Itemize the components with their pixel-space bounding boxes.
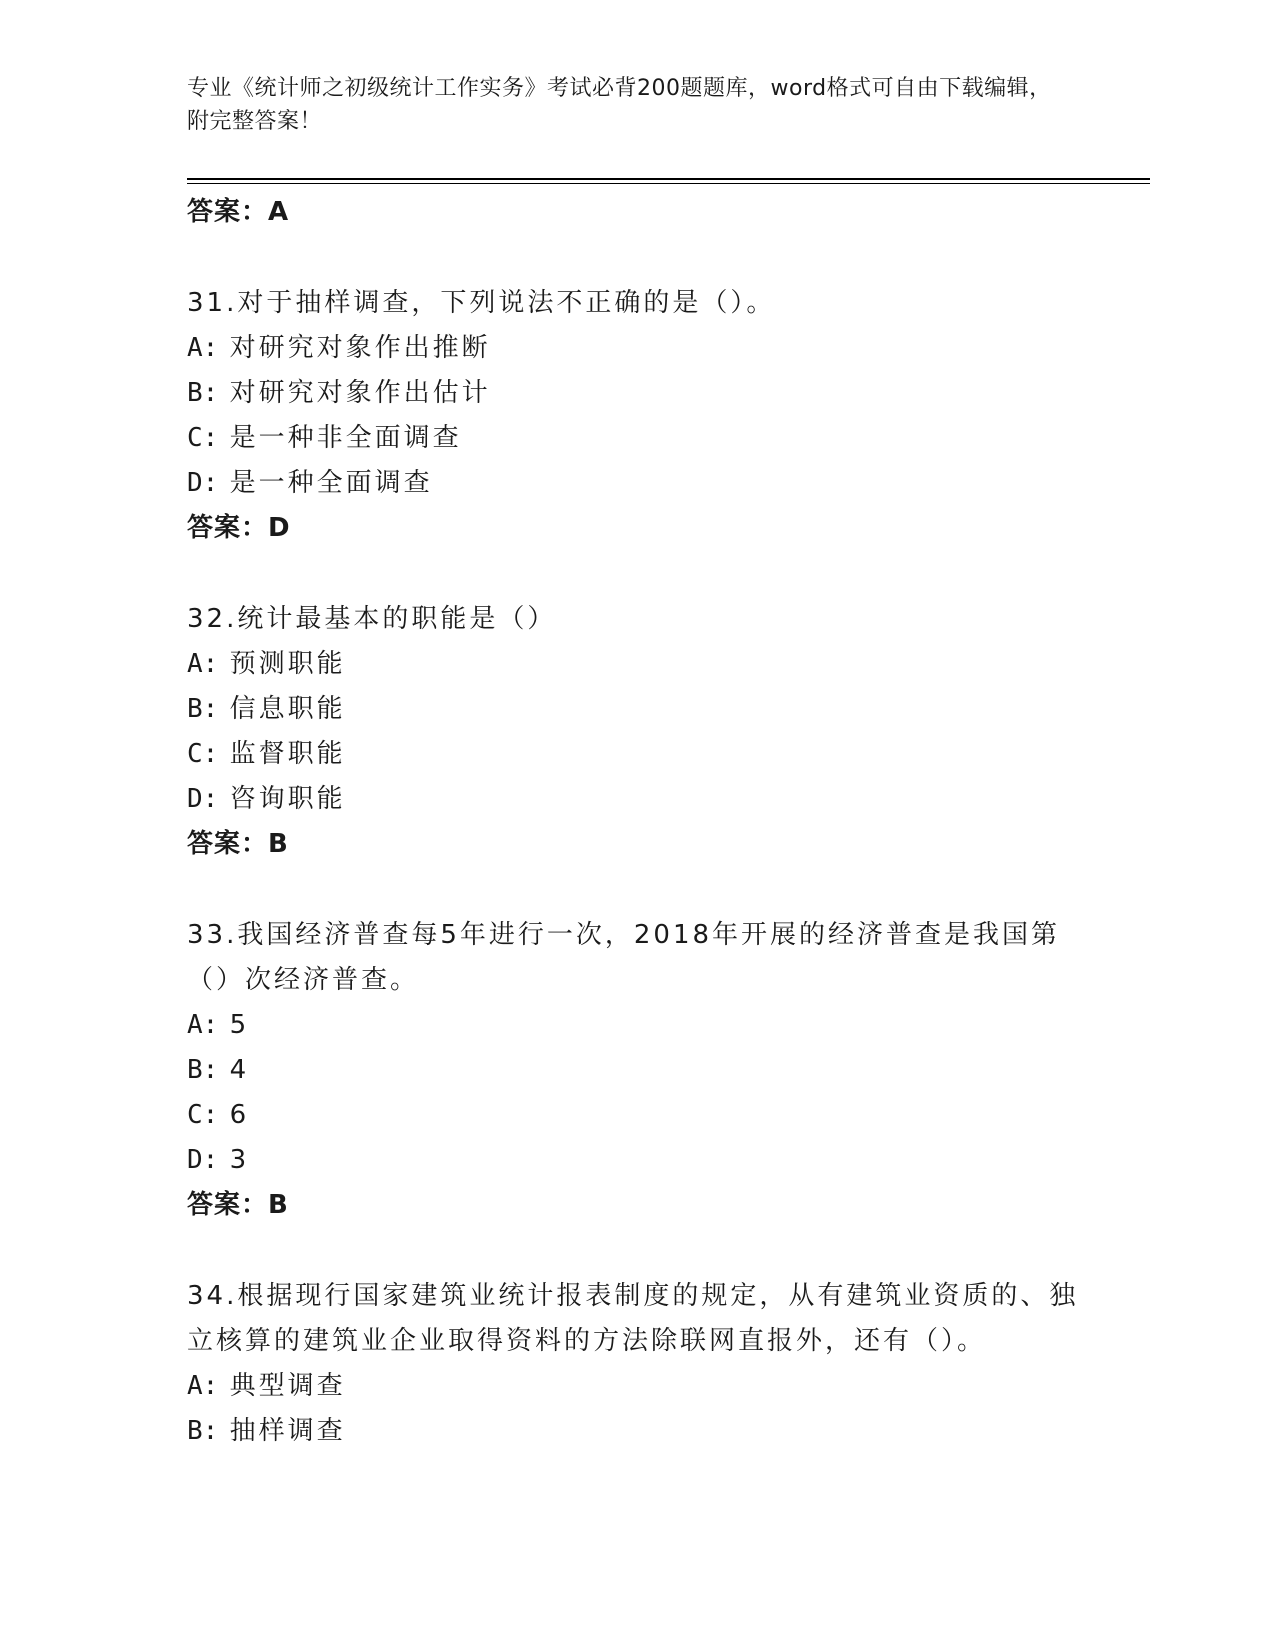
option-letter: A: xyxy=(187,1010,219,1040)
option-a xyxy=(187,1364,1087,1409)
answer-line: 答案：A xyxy=(187,197,290,227)
option-b xyxy=(187,1409,1087,1454)
option-letter: A: xyxy=(187,333,219,363)
option-letter: C: xyxy=(187,1100,219,1130)
option-text: 3 xyxy=(229,1145,250,1175)
question-34 xyxy=(187,1274,1087,1454)
header-rule-thick xyxy=(187,178,1150,180)
option-text: 是一种非全面调查 xyxy=(229,423,462,453)
question-33 xyxy=(187,913,1087,1228)
option-letter: A: xyxy=(187,649,219,679)
question-text: 33.我国经济普查每5年进行一次，2018年开展的经济普查是我国第（）次经济普查。 xyxy=(187,920,1061,995)
option-a xyxy=(187,642,1087,687)
option-text: 预测职能 xyxy=(229,649,346,679)
header-rule-thin xyxy=(187,183,1150,184)
option-text: 6 xyxy=(229,1100,250,1130)
answer-line: 答案：D xyxy=(187,513,291,543)
option-a xyxy=(187,326,1087,371)
option-text: 咨询职能 xyxy=(229,784,346,814)
question-32 xyxy=(187,597,1087,867)
option-text: 4 xyxy=(229,1055,250,1085)
question-text: 31.对于抽样调查，下列说法不正确的是（）。 xyxy=(187,288,776,318)
option-letter: C: xyxy=(187,423,219,453)
option-c xyxy=(187,1093,1087,1138)
option-text: 典型调查 xyxy=(229,1371,346,1401)
option-b xyxy=(187,687,1087,732)
document-header: 专业《统计师之初级统计工作实务》考试必背200题题库，word格式可自由下载编辑，附完整答案！ xyxy=(187,76,1052,134)
option-letter: D: xyxy=(187,1145,219,1175)
option-text: 5 xyxy=(229,1010,250,1040)
option-a xyxy=(187,1003,1087,1048)
answer-line: 答案：B xyxy=(187,829,289,859)
option-letter: B: xyxy=(187,694,219,724)
option-text: 抽样调查 xyxy=(229,1416,346,1446)
option-letter: B: xyxy=(187,378,219,408)
option-b xyxy=(187,1048,1087,1093)
option-letter: C: xyxy=(187,739,219,769)
option-text: 信息职能 xyxy=(229,694,346,724)
option-letter: D: xyxy=(187,784,219,814)
option-letter: D: xyxy=(187,468,219,498)
option-text: 对研究对象作出估计 xyxy=(229,378,491,408)
option-d xyxy=(187,1138,1087,1183)
option-letter: B: xyxy=(187,1055,219,1085)
option-d xyxy=(187,461,1087,506)
question-list xyxy=(187,190,1087,1454)
option-text: 对研究对象作出推断 xyxy=(229,333,491,363)
option-c xyxy=(187,416,1087,461)
option-text: 是一种全面调查 xyxy=(229,468,433,498)
option-text: 监督职能 xyxy=(229,739,346,769)
question-31 xyxy=(187,281,1087,551)
option-d xyxy=(187,777,1087,822)
answer-line: 答案：B xyxy=(187,1190,289,1220)
question-text: 34.根据现行国家建筑业统计报表制度的规定，从有建筑业资质的、独立核算的建筑业企业取得资料的方法除联网直报外，还有（）。 xyxy=(187,1281,1079,1356)
question-text: 32.统计最基本的职能是（） xyxy=(187,604,557,634)
option-c xyxy=(187,732,1087,777)
option-letter: A: xyxy=(187,1371,219,1401)
option-letter: B: xyxy=(187,1416,219,1446)
option-b xyxy=(187,371,1087,416)
